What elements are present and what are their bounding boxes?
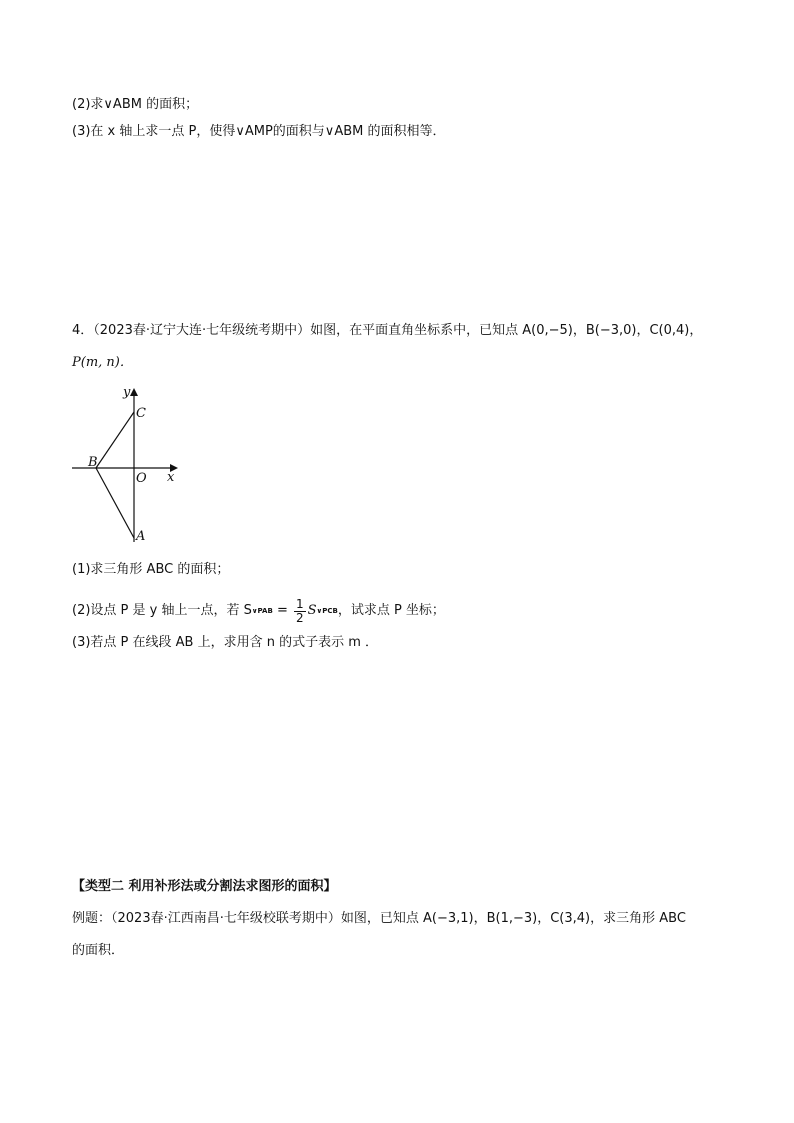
q4-stem-line1: 4．（2023春·辽宁大连·七年级统考期中）如图，在平面直角坐标系中，已知点 A(0,−5)，B(−3,0)，C(0,4)， xyxy=(72,323,703,338)
q4-part3: (3)若点 P 在线段 AB 上，求用含 n 的式子表示 m ． xyxy=(72,635,379,650)
fraction-one-half xyxy=(294,598,306,625)
part2-text-before: (2)设点 P 是 y 轴上一点，若 S xyxy=(72,603,252,618)
fraction-denominator: 2 xyxy=(295,610,304,625)
area-subscript-pcb: ∨PCB xyxy=(316,607,338,615)
equals-sign: = xyxy=(272,603,292,618)
q3-part2: (2)求∨ABM 的面积； xyxy=(72,97,199,112)
label-a: A xyxy=(136,529,146,544)
area-symbol-s: S xyxy=(307,603,317,618)
label-b: B xyxy=(88,455,98,470)
fraction-numerator: 1 xyxy=(295,596,304,611)
q4-part2 xyxy=(72,594,445,628)
example-line1: 例题：（2023春·江西南昌·七年级校联考期中）如图，已知点 A(−3,1)，B(1,−3)，C(3,4)，求三角形 ABC xyxy=(72,911,686,926)
q3-part3: (3)在 x 轴上求一点 P，使得∨AMP的面积与∨ABM 的面积相等． xyxy=(72,124,446,139)
q4-part1: (1)求三角形 ABC 的面积； xyxy=(72,562,230,577)
example-line2: 的面积． xyxy=(72,943,125,958)
label-x: x xyxy=(167,470,175,485)
label-o: O xyxy=(136,471,147,486)
area-subscript-pab: ∨PAB xyxy=(251,607,273,615)
coordinate-figure xyxy=(66,384,196,554)
part2-text-after: ，试求点 P 坐标； xyxy=(337,603,445,618)
label-c: C xyxy=(136,406,146,421)
segment-bc xyxy=(96,412,134,468)
segment-ba xyxy=(96,468,134,538)
q4-stem-line2: P(m, n)． xyxy=(72,355,133,370)
y-axis-arrow xyxy=(130,388,138,396)
label-y: y xyxy=(123,385,131,400)
type2-heading: 【类型二 利用补形法或分割法求图形的面积】 xyxy=(72,879,337,894)
